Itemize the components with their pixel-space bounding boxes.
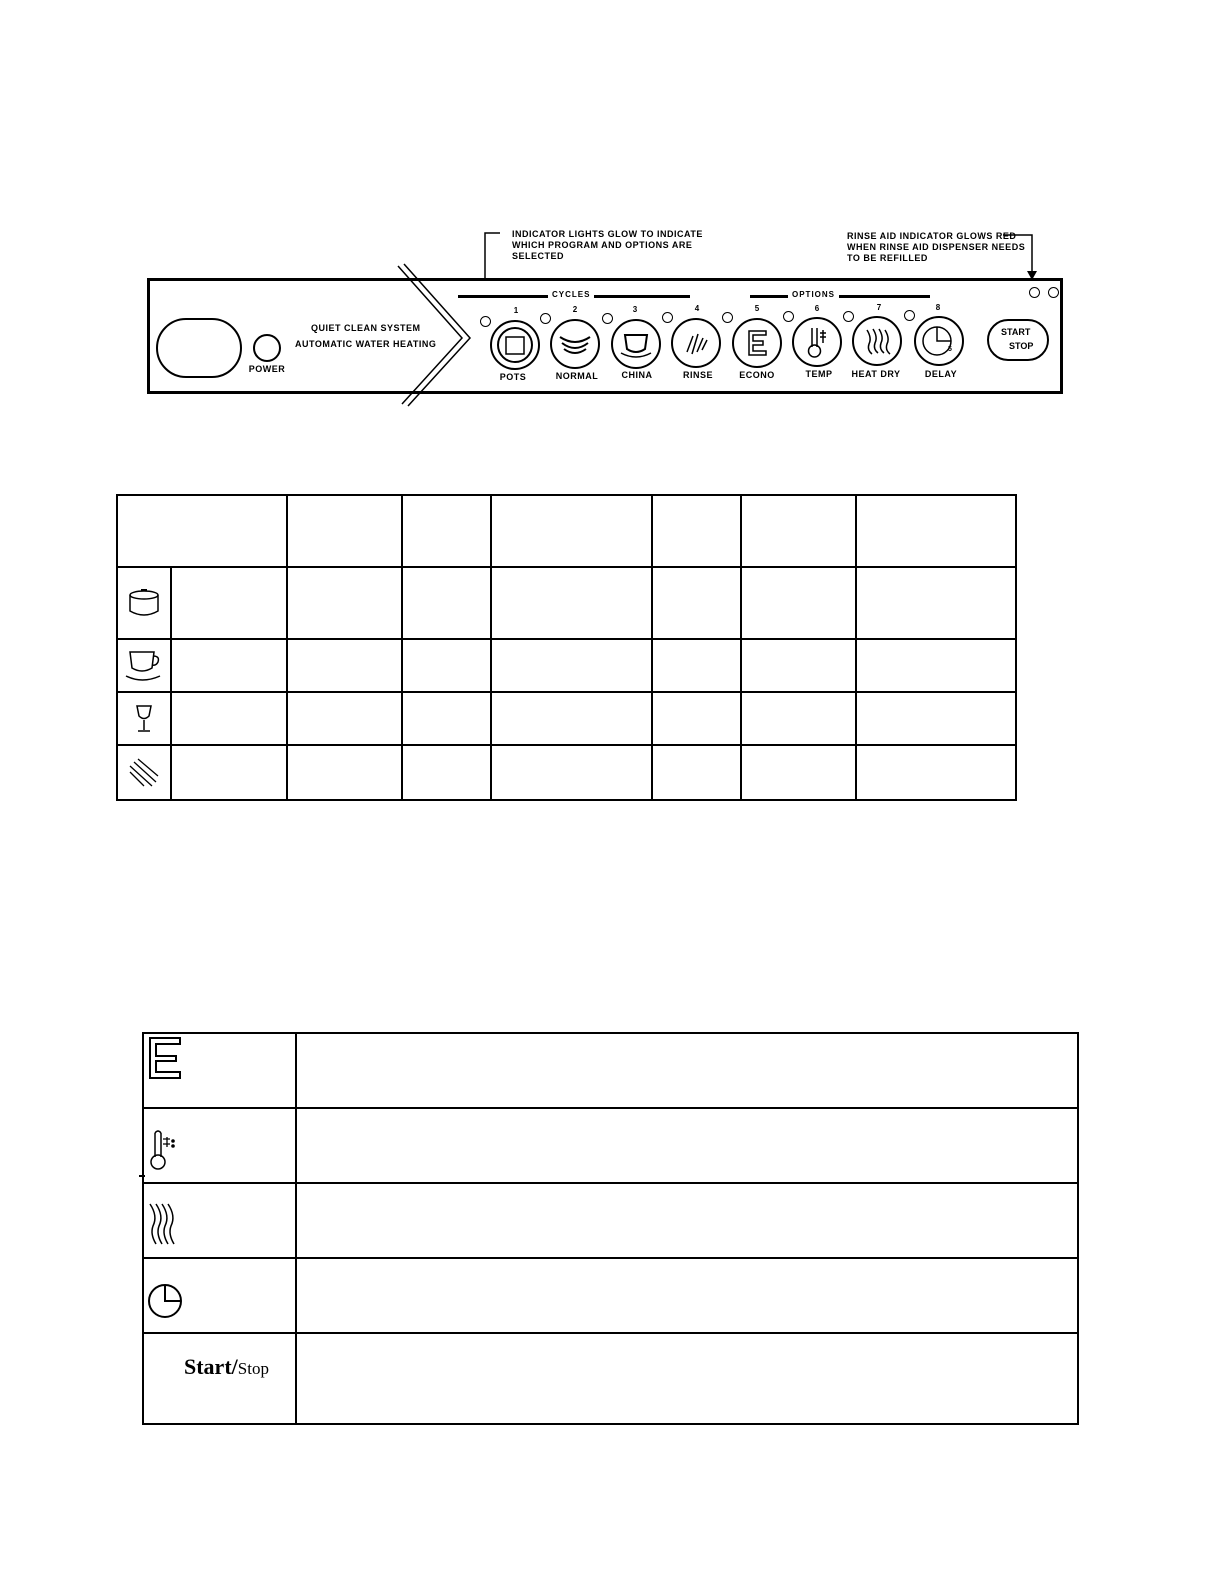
callout-line: WHEN RINSE AID DISPENSER NEEDS [847, 242, 1026, 252]
delay-clock-icon [916, 318, 962, 364]
cycles-title: CYCLES [548, 290, 594, 299]
table-cell [491, 692, 652, 745]
table-cell [741, 639, 857, 692]
rinse-aid-led-2 [1048, 287, 1059, 298]
options-table [142, 1032, 1079, 1425]
table-cell [856, 567, 1016, 639]
table-cell [491, 567, 652, 639]
panel-break-lines [380, 262, 490, 407]
heat-dry-icon [144, 1184, 295, 1252]
button-label: TEMP [805, 369, 833, 379]
stop-word: Stop [237, 1359, 269, 1378]
table-cell [171, 639, 287, 692]
button-label: RINSE [682, 370, 713, 380]
table-cell [402, 745, 491, 800]
cycle-table [116, 494, 1017, 801]
button-number: 8 [935, 303, 941, 312]
header-cell [402, 495, 491, 567]
button-number: 5 [754, 304, 760, 313]
description-cell [296, 1108, 1078, 1183]
table-row [117, 567, 1016, 639]
thermometer-icon [144, 1109, 295, 1177]
button-number: 2 [572, 305, 578, 314]
china-button[interactable] [611, 319, 661, 369]
description-cell [296, 1333, 1078, 1424]
cup-icon [122, 646, 166, 686]
heat-dry-button[interactable] [852, 316, 902, 366]
header-cell [287, 495, 403, 567]
button-label: NORMAL [555, 371, 599, 381]
icon-cell [117, 567, 171, 639]
button-number: 1 [513, 306, 519, 315]
table-row [143, 1033, 1078, 1108]
pot-icon [124, 585, 164, 621]
table-cell [287, 745, 403, 800]
thermometer-icon [794, 319, 840, 365]
china-cup-icon [613, 321, 659, 367]
callout-line: TO BE REFILLED [847, 253, 928, 263]
table-cell [652, 692, 741, 745]
button-label: ECONO [739, 370, 775, 380]
heat-dry-icon [854, 318, 900, 364]
button-label: DELAY [924, 369, 958, 379]
indicator-led [783, 311, 794, 322]
description-cell [296, 1183, 1078, 1258]
table-row [143, 1333, 1078, 1424]
table-cell [652, 639, 741, 692]
indicator-led [843, 311, 854, 322]
temp-button[interactable] [792, 317, 842, 367]
header-cell [491, 495, 652, 567]
delay-button[interactable] [914, 316, 964, 366]
button-label: HEAT DRY [851, 369, 901, 379]
table-cell [402, 639, 491, 692]
icon-cell [143, 1108, 296, 1183]
econo-e-icon [734, 320, 780, 366]
table-row [117, 692, 1016, 745]
table-row [117, 639, 1016, 692]
header-cell [741, 495, 857, 567]
button-label: CHINA [621, 370, 653, 380]
start-word: Start/ [184, 1354, 238, 1379]
table-cell [652, 567, 741, 639]
indicator-led [540, 313, 551, 324]
table-cell [856, 745, 1016, 800]
table-row [117, 745, 1016, 800]
button-number: 6 [814, 304, 820, 313]
econo-e-icon [144, 1034, 295, 1102]
start-stop-text [144, 1334, 295, 1380]
table-cell [491, 745, 652, 800]
table-cell [287, 567, 403, 639]
button-label: POTS [499, 372, 527, 382]
header-cell [117, 495, 287, 567]
button-number: 7 [876, 303, 882, 312]
table-cell [741, 567, 857, 639]
callout-line: RINSE AID INDICATOR GLOWS RED [847, 231, 1017, 241]
table-cell [171, 745, 287, 800]
wineglass-icon [129, 702, 159, 736]
table-cell [741, 745, 857, 800]
table-row [143, 1183, 1078, 1258]
power-label: POWER [248, 364, 286, 374]
description-cell [296, 1258, 1078, 1333]
options-title: OPTIONS [788, 290, 839, 299]
table-cell [402, 692, 491, 745]
normal-dishes-icon [552, 321, 598, 367]
econo-button[interactable] [732, 318, 782, 368]
indicator-led [904, 310, 915, 321]
header-cell [856, 495, 1016, 567]
icon-cell [143, 1183, 296, 1258]
table-row [143, 1258, 1078, 1333]
brand-line-2: AUTOMATIC WATER HEATING [295, 339, 437, 349]
rinse-icon [673, 320, 719, 366]
table-cell [491, 639, 652, 692]
delay-clock-icon [144, 1259, 295, 1327]
options-rule [750, 295, 930, 298]
rinse-aid-led [1029, 287, 1040, 298]
icon-cell [143, 1333, 296, 1424]
table-cell [171, 567, 287, 639]
icon-cell [143, 1033, 296, 1108]
stop-label: STOP [1009, 341, 1034, 351]
start-label: START [1001, 327, 1031, 337]
table-row [143, 1108, 1078, 1183]
pots-button[interactable] [490, 320, 540, 370]
callout-line: SELECTED [512, 251, 565, 261]
normal-button[interactable] [550, 319, 600, 369]
button-number: 4 [694, 304, 700, 313]
dishwasher-panel [147, 278, 1063, 394]
table-cell [287, 692, 403, 745]
icon-cell [117, 745, 171, 800]
table-cell [402, 567, 491, 639]
table-cell [287, 639, 403, 692]
callout-line: WHICH PROGRAM AND OPTIONS ARE [512, 240, 693, 250]
icon-cell [143, 1258, 296, 1333]
pot-icon [492, 322, 538, 368]
indicator-led [662, 312, 673, 323]
table-cell [741, 692, 857, 745]
power-button[interactable] [253, 334, 281, 362]
button-number: 3 [632, 305, 638, 314]
icon-cell [117, 639, 171, 692]
brand-line-1: QUIET CLEAN SYSTEM [311, 323, 421, 333]
rinse-button[interactable] [671, 318, 721, 368]
header-cell [652, 495, 741, 567]
table-cell [652, 745, 741, 800]
table-cell [856, 639, 1016, 692]
icon-cell [117, 692, 171, 745]
delay-subscript: 5 [948, 346, 952, 353]
description-cell [296, 1033, 1078, 1108]
display-window [156, 318, 242, 378]
start-stop-button[interactable] [987, 319, 1049, 361]
rinse-icon [126, 756, 162, 790]
indicator-led [602, 313, 613, 324]
table-header-row [117, 495, 1016, 567]
indicator-led [722, 312, 733, 323]
table-cell [856, 692, 1016, 745]
callout-line: INDICATOR LIGHTS GLOW TO INDICATE [512, 229, 703, 239]
table-cell [171, 692, 287, 745]
